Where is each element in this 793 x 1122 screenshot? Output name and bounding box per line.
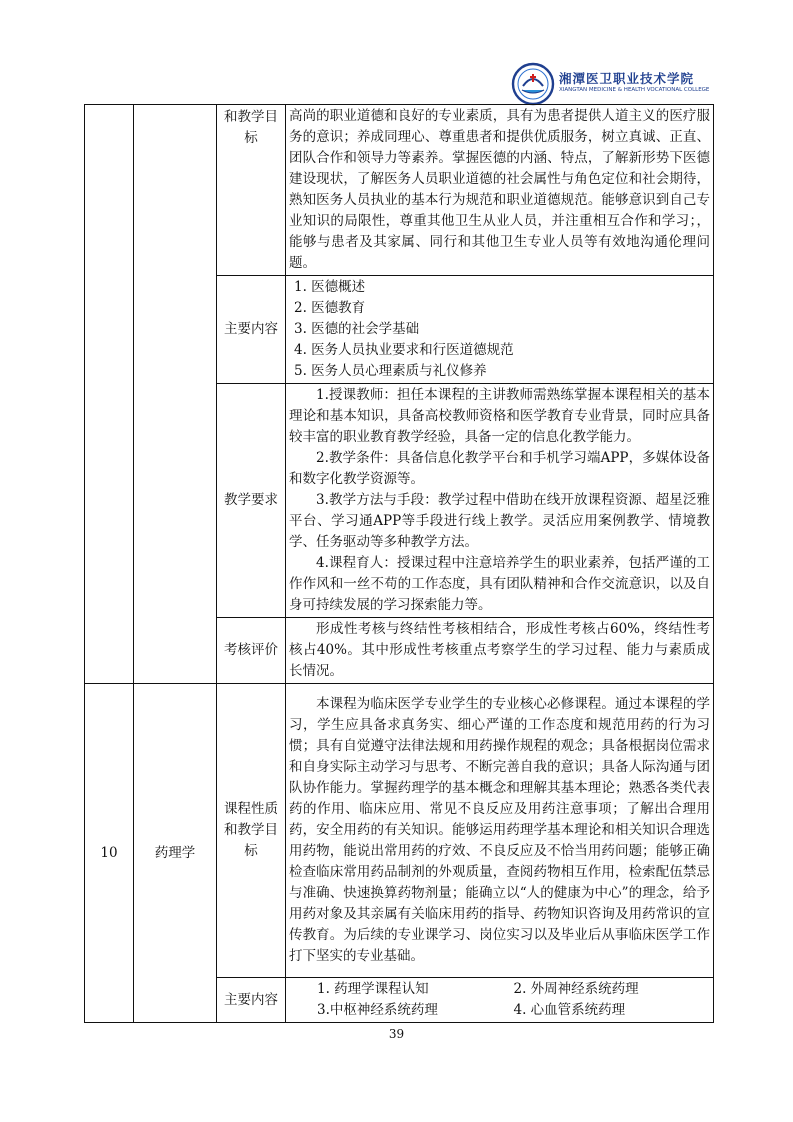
list-item: 3. 医德的社会学基础 [294, 321, 420, 337]
college-logo [511, 62, 711, 108]
objective-text: 高尚的职业道德和良好的专业素质，具有为患者提供人道主义的医疗服务的意识；养成同理心、尊重患者和提供优质服务，树立真诚、正直、团队合作和领导力等素养。掌握医德的内涵、特点，了解新形势下医德建设现状，了解医务人员职业道德的社会属性与角色定位和社会期待，熟知医务人员执业的基本行为规范和职业道德规范。能够意识到自己专业知识的局限性，尊重其他卫生从业人员，并注重相互合作和学习；，能够与患者及其家属、同行和其他卫生专业人员等有效地沟通伦理问题。 [289, 108, 710, 271]
requirement-paragraph: 4.课程育人：授课过程中注意培养学生的职业素养，包括严谨的工作作风和一丝不苟的工作态度，具有团队精神和合作交流意识，以及自身可持续发展的学习探索能力等。 [289, 555, 710, 613]
list-item: 2. 外周神经系统药理 [513, 981, 639, 997]
content-cell [286, 276, 714, 384]
requirement-paragraph: 1.授课教师：担任本课程的主讲教师需熟练掌握本课程相关的基本理论和基本知识，具备高校教师资格和医学教育专业背景，同时应具备较丰富的职业教育教学经验，具备一定的信息化教学能力。 [289, 387, 710, 445]
table-row [85, 684, 714, 978]
category-cell: 和教学目标 [217, 105, 286, 276]
category-cell: 主要内容 [217, 276, 286, 384]
college-name: 湘潭医卫职业技术学院 [559, 71, 695, 86]
list-item: 3.中枢神经系统药理 [317, 1002, 438, 1018]
content-cell [286, 978, 714, 1023]
course-name-cell [134, 105, 217, 684]
content-cell [286, 105, 714, 276]
content-cell [286, 618, 714, 684]
content-cell [286, 384, 714, 618]
category-cell: 考核评价 [217, 618, 286, 684]
list-item: 1. 医德概述 [294, 279, 366, 295]
list-item: 4. 医务人员执业要求和行医道德规范 [294, 342, 514, 358]
list-item: 4. 心血管系统药理 [513, 1002, 626, 1018]
course-name-cell: 药理学 [134, 684, 217, 1023]
college-name-english: XIANGTAN MEDICINE & HEALTH VOCATIONAL COLLEGE [559, 87, 710, 93]
list-item: 2. 医德教育 [294, 300, 366, 316]
requirement-paragraph: 2.教学条件：具备信息化教学平台和手机学习端APP，多媒体设备和数字化教学资源等。 [289, 450, 710, 487]
assessment-text: 形成性考核与终结性考核相结合，形成性考核占60%，终结性考核占40%。其中形成性考核重点考察学生的学习过程、能力与素质成长情况。 [289, 621, 710, 679]
college-emblem-icon [511, 62, 555, 106]
requirement-paragraph: 3.教学方法与手段：教学过程中借助在线开放课程资源、超星泛雅平台、学习通APP等手段进行线上教学。灵活应用案例教学、情境教学、任务驱动等多种教学方法。 [289, 492, 710, 550]
list-item: 5. 医务人员心理素质与礼仪修养 [294, 363, 487, 379]
content-list [294, 277, 710, 382]
course-number-cell: 10 [85, 684, 134, 1023]
curriculum-table [84, 104, 714, 1023]
objective-text: 本课程为临床医学专业学生的专业核心必修课程。通过本课程的学习，学生应具备求真务实、细心严谨的工作态度和规范用药的行为习惯；具有自觉遵守法律法规和用药操作规程的观念；具备根据岗位需求和自身实际主动学习与思考、不断完善自我的意识；具备人际沟通与团队协作能力。掌握药理学的基本概念和理解其基本理论；熟悉各类代表药的作用、临床应用、常见不良反应及用药注意事项；了解出合理用药，安全用药的有关知识。能够运用药理学基本理论和相关知识合理选用药物，能说出常用药的疗效、不良反应及不恰当用药问题；能够正确检查临床常用药品制剂的外观质量，查阅药物相互作用，检索配伍禁忌与准确、快速换算药物剂量；能确立以“人的健康为中心”的理念，给予用药对象及其亲属有关临床用药的指导、药物知识咨询及用药常识的宣传教育。为后续的专业课学习、岗位实习以及毕业后从事临床医学工作打下坚实的专业基础。 [289, 696, 710, 964]
page-number: 39 [388, 1027, 405, 1041]
content-cell [286, 684, 714, 978]
category-cell: 主要内容 [217, 978, 286, 1023]
list-item: 1. 药理学课程认知 [317, 981, 429, 997]
category-cell: 课程性质和教学目标 [217, 684, 286, 978]
course-number-cell [85, 105, 134, 684]
category-cell: 教学要求 [217, 384, 286, 618]
content-list [289, 979, 710, 1021]
table-row [85, 105, 714, 276]
